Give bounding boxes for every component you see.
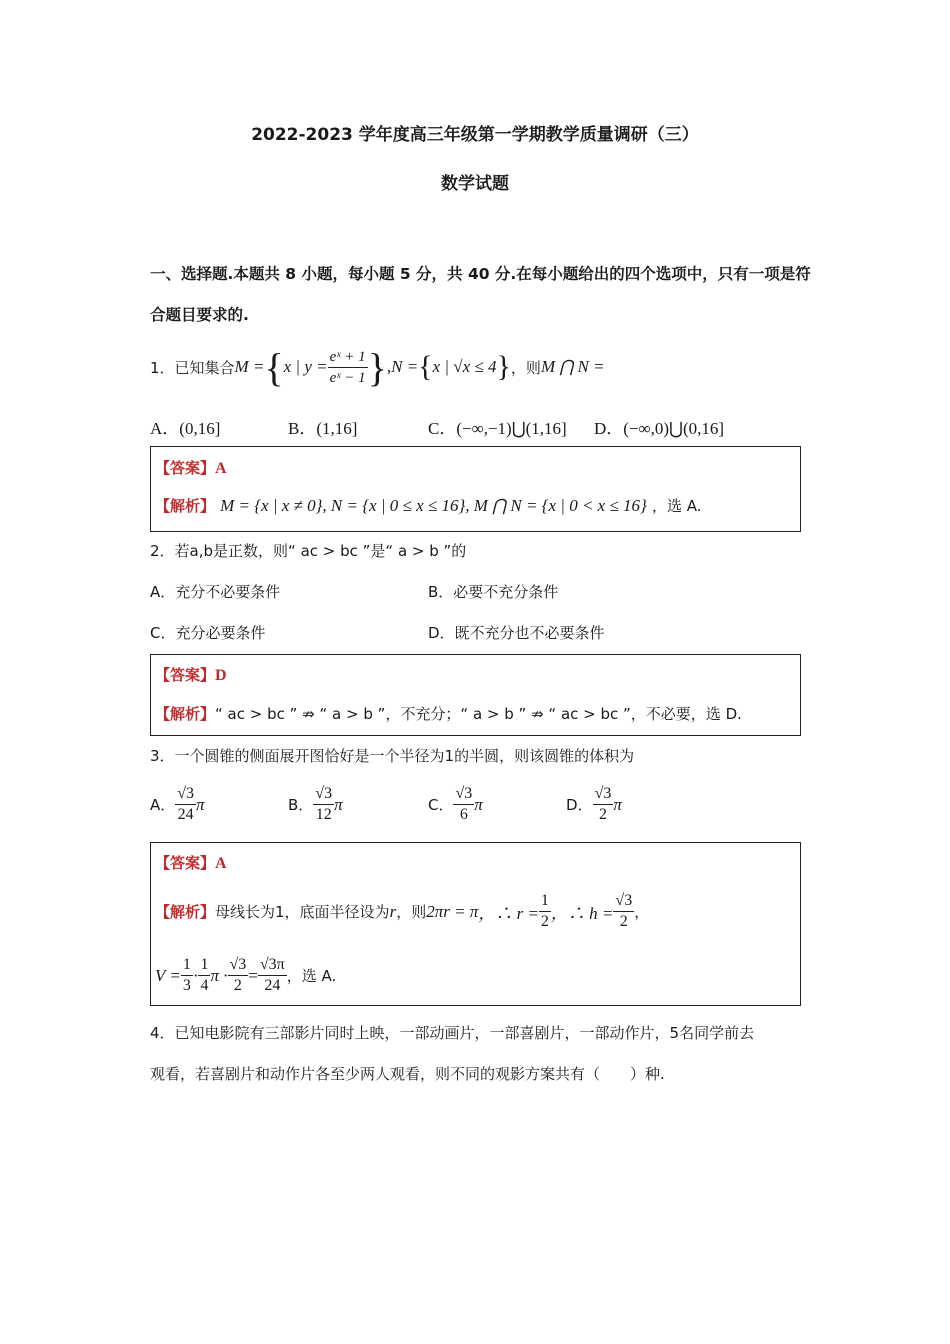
q3-option-c bbox=[428, 784, 483, 825]
pi-symbol: π bbox=[613, 794, 622, 814]
q1-analysis-line bbox=[155, 495, 702, 516]
q3-option-label: A． bbox=[150, 796, 176, 814]
q2-answer-line bbox=[155, 664, 227, 685]
q3-option-label: C． bbox=[428, 796, 454, 814]
answer-label: 【答案】 bbox=[155, 666, 216, 684]
frac-num: √3 bbox=[313, 784, 334, 805]
q1-set-n-inner: x | √x ≤ 4 bbox=[432, 357, 497, 376]
q3-analysis-eq: 2πr = π bbox=[426, 901, 479, 921]
frac-den: 24 bbox=[177, 806, 194, 823]
section-heading-line2: 合题目要求的. bbox=[150, 306, 249, 324]
fraction bbox=[228, 955, 249, 996]
frac-den: 3 bbox=[182, 977, 191, 994]
q1-set-m-lhs: M = bbox=[234, 357, 265, 376]
frac-num: 1 bbox=[181, 955, 193, 976]
exam-title: 2022-2023 学年度高三年级第一学期教学质量调研（三） bbox=[251, 125, 699, 145]
fraction bbox=[181, 955, 193, 996]
q2-option-c: C．充分必要条件 bbox=[150, 624, 266, 642]
frac-den: 2 bbox=[619, 913, 628, 930]
analysis-label: 【解析】 bbox=[155, 705, 216, 723]
right-brace-icon: } bbox=[496, 350, 511, 383]
frac-num: √3π bbox=[258, 955, 287, 976]
frac-den: 12 bbox=[315, 806, 332, 823]
frac-den: 6 bbox=[459, 806, 468, 823]
q1-option-b: B．(1,16] bbox=[288, 419, 358, 438]
left-brace-icon: { bbox=[264, 344, 284, 390]
q3-volume-lhs: V = bbox=[155, 965, 181, 985]
fraction bbox=[258, 955, 287, 996]
pi-symbol: π bbox=[474, 794, 483, 814]
question-4-line2: 观看，若喜剧片和动作片各至少两人观看，则不同的观影方案共有（ ）种. bbox=[150, 1065, 665, 1083]
analysis-label: 【解析】 bbox=[155, 497, 216, 515]
q3-answer-line bbox=[155, 852, 227, 873]
q1-frac-den: eˣ − 1 bbox=[329, 369, 366, 386]
q3-analysis-line: 【解析】 母线长为1，底面半径设为 r ，则 2πr = π ，∴ r = $\frac{1}{2}$ ，∴ h = $\frac{√3}{2}$ ， bbox=[155, 892, 650, 930]
q3-volume-tail: ，选 A. bbox=[286, 967, 337, 985]
frac-den: 2 bbox=[540, 913, 549, 930]
section-heading-line1: 一、选择题.本题共 8 小题，每小题 5 分，共 40 分.在每小题给出的四个选项中，只有一项是符 bbox=[150, 265, 811, 283]
answer-label: 【答案】 bbox=[155, 459, 216, 477]
frac-den: 4 bbox=[200, 977, 209, 994]
q3-answer-value: A bbox=[215, 855, 227, 872]
q2-answer-value: D bbox=[215, 667, 227, 684]
frac-num: 1 bbox=[198, 955, 210, 976]
exam-subtitle: 数学试题 bbox=[441, 174, 509, 194]
q3-option-a bbox=[150, 784, 205, 825]
frac-den: 2 bbox=[233, 977, 242, 994]
frac-den: 24 bbox=[264, 977, 281, 994]
q1-set-m-var: x | y = bbox=[283, 357, 328, 376]
q3-analysis-text-a: 母线长为1，底面半径设为 bbox=[215, 903, 390, 921]
q2-option-d: D．既不充分也不必要条件 bbox=[428, 624, 605, 642]
q1-suffix: ，则 bbox=[510, 358, 541, 377]
q3-volume-mid: π · bbox=[210, 965, 228, 985]
pi-symbol: π bbox=[334, 794, 343, 814]
q2-answer-box bbox=[150, 654, 801, 736]
q1-answer-value: A bbox=[215, 460, 227, 477]
q3-option-fraction bbox=[175, 784, 196, 825]
q3-analysis-text-b: ，则 bbox=[396, 903, 427, 921]
equals-sign: = bbox=[248, 965, 258, 985]
q1-frac-num: eˣ + 1 bbox=[328, 347, 368, 368]
pi-symbol: π bbox=[196, 794, 205, 814]
q3-analysis-r: r bbox=[389, 901, 397, 921]
frac-num: √3 bbox=[613, 891, 634, 912]
q3-option-label: B． bbox=[288, 796, 314, 814]
right-brace-icon: } bbox=[367, 344, 387, 390]
q1-analysis: M = {x | x ≠ 0}, N = {x | 0 ≤ x ≤ 16}, M ⋂ N = {x | 0 < x ≤ 16} bbox=[220, 496, 647, 515]
q2-option-b: B．必要不充分条件 bbox=[428, 583, 559, 601]
q1-ask: M ⋂ N = bbox=[540, 357, 605, 376]
frac-num: √3 bbox=[593, 784, 614, 805]
q1-option-d: D．(−∞,0)⋃(0,16] bbox=[594, 419, 725, 438]
q2-analysis: “ ac > bc ” ⇏ “ a > b ”，不充分；“ a > b ” ⇏ “ ac > bc ”，不必要，选 D. bbox=[215, 705, 742, 723]
q3-option-fraction bbox=[593, 784, 614, 825]
fraction bbox=[198, 955, 210, 996]
q1-analysis-tail: ，选 A. bbox=[651, 497, 702, 515]
q1-fraction bbox=[328, 347, 368, 388]
q3-volume-line: V = $\frac{1}{3}$ · $\frac{1}{4}$ π · $\frac{√3}{2}$ = $\frac{√3\pi}{24}$ ，选 A. bbox=[155, 956, 337, 994]
q1-option-a: A．(0,16] bbox=[150, 419, 221, 438]
q3-option-b bbox=[288, 784, 343, 825]
q3-answer-box bbox=[150, 842, 801, 1006]
question-2-stem: 2．若a,b是正数，则“ ac > bc ”是“ a > b ”的 bbox=[150, 542, 467, 560]
frac-num: √3 bbox=[228, 955, 249, 976]
q3-option-fraction bbox=[453, 784, 474, 825]
q3-half-fraction bbox=[539, 891, 551, 932]
q3-analysis-text-d: ，∴ h = bbox=[550, 904, 614, 923]
question-1-stem bbox=[150, 344, 605, 390]
q2-option-a: A．充分不必要条件 bbox=[150, 583, 281, 601]
frac-num: √3 bbox=[453, 784, 474, 805]
left-brace-icon: { bbox=[418, 350, 433, 383]
q1-answer-line bbox=[155, 457, 227, 478]
frac-num: √3 bbox=[175, 784, 196, 805]
q3-h-fraction bbox=[613, 891, 634, 932]
frac-den: 2 bbox=[598, 806, 607, 823]
q3-analysis-text-c: ，∴ r = bbox=[478, 904, 539, 923]
q3-option-d bbox=[566, 784, 622, 825]
q1-prefix: 1．已知集合 bbox=[150, 358, 235, 377]
q3-option-label: D． bbox=[566, 796, 593, 814]
question-4-line1: 4．已知电影院有三部影片同时上映，一部动画片，一部喜剧片，一部动作片，5名同学前去 bbox=[150, 1024, 755, 1042]
q1-option-c: C．(−∞,−1)⋃(1,16] bbox=[428, 419, 567, 438]
answer-label: 【答案】 bbox=[155, 854, 216, 872]
q1-answer-box bbox=[150, 446, 801, 532]
q1-set-n: ,N = bbox=[386, 357, 419, 376]
q2-analysis-line bbox=[155, 703, 742, 724]
frac-num: 1 bbox=[539, 891, 551, 912]
q3-option-fraction bbox=[313, 784, 334, 825]
question-3-stem: 3．一个圆锥的侧面展开图恰好是一个半径为1的半圆，则该圆锥的体积为 bbox=[150, 747, 635, 765]
analysis-label: 【解析】 bbox=[155, 903, 216, 921]
